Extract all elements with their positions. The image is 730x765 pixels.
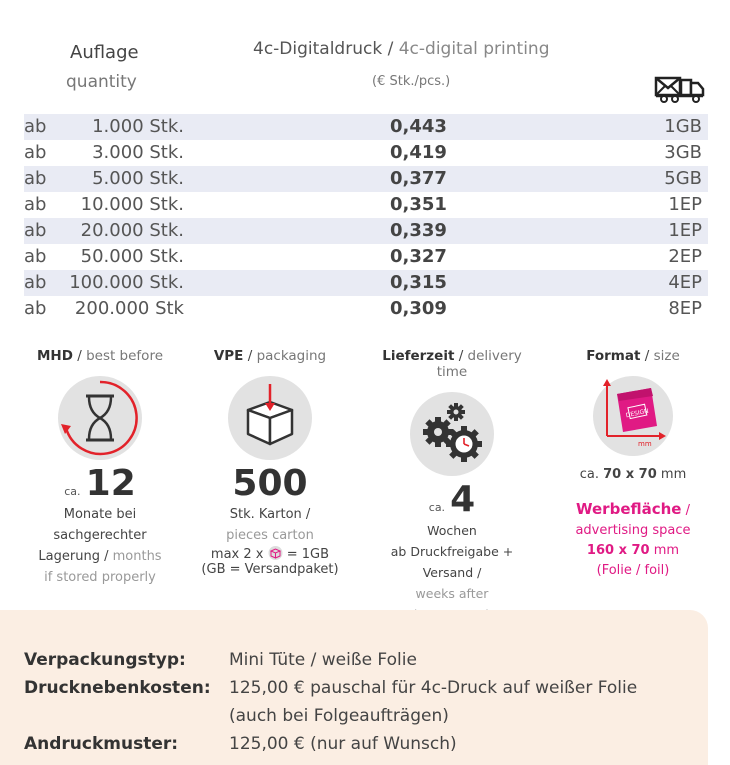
row-shipping: 4EP [668, 272, 702, 293]
row-prefix: ab [24, 220, 47, 241]
verpackung-value: Mini Tüte / weiße Folie [229, 650, 417, 670]
row-prefix: ab [24, 168, 47, 189]
mhd-line2: sachgerechter [53, 528, 147, 543]
row-prefix: ab [24, 116, 47, 137]
lieferzeit-line1: Wochen [427, 523, 477, 538]
lieferzeit-line3: weeks after [415, 586, 489, 601]
row-prefix: ab [24, 272, 47, 293]
row-price: 0,377 [390, 168, 447, 189]
lieferzeit-title-en: delivery time [436, 348, 522, 380]
row-shipping: 3GB [664, 142, 702, 163]
druck-value: 125,00 € pauschal für 4c-Druck auf weißer Folie [229, 678, 638, 698]
format-unit: mm [660, 467, 687, 482]
details-panel [0, 610, 708, 765]
druck-value2: (auch bei Folgeaufträgen) [229, 706, 449, 726]
vpe-title: VPE / packaging [213, 348, 327, 364]
format-icon-unit: mm [638, 440, 652, 448]
row-quantity: 10.000 Stk. [80, 194, 184, 215]
table-row [24, 218, 708, 244]
row-shipping: 5GB [664, 168, 702, 189]
mhd-ca: ca. [64, 485, 81, 498]
format-size-value: 70 x 70 [603, 467, 657, 482]
format-adv-unit: mm [653, 543, 680, 558]
row-price: 0,443 [390, 116, 447, 137]
info-format [558, 348, 708, 581]
vpe-description [195, 504, 345, 577]
row-quantity: 50.000 Stk. [80, 246, 184, 267]
table-row [24, 296, 708, 322]
info-vpe [195, 348, 345, 577]
row-price: 0,351 [390, 194, 447, 215]
verpackung-label: Verpackungstyp: [24, 650, 186, 670]
table-row [24, 244, 708, 270]
format-title-de: Format [586, 348, 641, 364]
vpe-value: 500 [232, 463, 308, 504]
price-column-title [253, 39, 550, 59]
price-title-de: 4c-Digitaldruck [253, 39, 383, 59]
row-shipping: 2EP [668, 246, 702, 267]
row-quantity: 3.000 Stk. [92, 142, 184, 163]
lieferzeit-ca: ca. [428, 501, 446, 514]
table-row [24, 192, 708, 218]
row-price: 0,339 [390, 220, 447, 241]
row-shipping: 1GB [664, 116, 702, 137]
info-lieferzeit [375, 348, 529, 646]
lieferzeit-title-de: Lieferzeit [382, 348, 455, 364]
vpe-line4: (GB = Versandpaket) [201, 562, 339, 577]
andruck-label: Andruckmuster: [24, 734, 179, 754]
row-price: 0,419 [390, 142, 447, 163]
vpe-line3-pre: max 2 x [210, 547, 264, 562]
gears-clock-icon [410, 392, 494, 476]
info-mhd [25, 348, 175, 588]
table-row [24, 270, 708, 296]
box-icon [228, 376, 312, 460]
row-quantity: 20.000 Stk. [80, 220, 184, 241]
row-prefix: ab [24, 246, 47, 267]
row-price: 0,315 [390, 272, 447, 293]
row-shipping: 1EP [668, 220, 702, 241]
title-separator: / [382, 39, 399, 59]
column-header-auflage: Auflage [70, 42, 139, 63]
row-quantity: 1.000 Stk. [92, 116, 184, 137]
andruck-value: 125,00 € (nur auf Wunsch) [229, 734, 457, 754]
row-quantity: 200.000 Stk [74, 298, 184, 319]
table-row [24, 166, 708, 192]
vpe-line3-post: = 1GB [286, 547, 330, 562]
column-header-quantity: quantity [66, 72, 137, 92]
row-quantity: 5.000 Stk. [92, 168, 184, 189]
vpe-title-de: VPE [213, 348, 244, 364]
row-prefix: ab [24, 298, 47, 319]
row-prefix: ab [24, 142, 47, 163]
format-advertising: Werbefläche / advertising space 160 x 70 mm (Folie / foil) [558, 499, 708, 581]
lieferzeit-value: 4 [450, 479, 476, 520]
vpe-line1: Stk. Karton / [229, 507, 311, 522]
format-adv-foil: (Folie / foil) [596, 563, 670, 578]
format-title-en: size [653, 348, 680, 364]
price-title-en: 4c-digital printing [398, 39, 550, 59]
table-row [24, 114, 708, 140]
mhd-title-en: best before [86, 348, 164, 364]
format-adv-de: Werbefläche [576, 500, 682, 518]
row-shipping: 1EP [668, 194, 702, 215]
price-unit: (€ Stk./pcs.) [372, 74, 451, 89]
vpe-line2: pieces carton [226, 528, 314, 543]
format-ca: ca. [579, 467, 599, 482]
lieferzeit-title: Lieferzeit / delivery time [382, 348, 522, 380]
row-prefix: ab [24, 194, 47, 215]
row-quantity: 100.000 Stk. [69, 272, 184, 293]
mhd-line1: Monate bei [63, 507, 137, 522]
mini-box-icon [268, 546, 283, 560]
price-table [24, 114, 708, 322]
lieferzeit-line2: ab Druckfreigabe + Versand / [390, 544, 514, 580]
format-size [558, 464, 708, 485]
mhd-title: MHD / best before [36, 348, 164, 364]
format-bag-icon [593, 376, 673, 456]
format-adv-size: 160 x 70 [586, 543, 650, 558]
mhd-description: Monate bei sachgerechter Lagerung / months if stored properly [25, 504, 175, 588]
mhd-line3-en: months [112, 549, 162, 564]
row-shipping: 8EP [668, 298, 702, 319]
mail-truck-icon [654, 75, 706, 107]
format-title: Format / size [586, 348, 680, 364]
row-price: 0,327 [390, 246, 447, 267]
mhd-line4: if stored properly [44, 570, 156, 585]
table-row [24, 140, 708, 166]
mhd-title-de: MHD [36, 348, 73, 364]
mhd-value: 12 [85, 463, 136, 504]
hourglass-icon [58, 376, 142, 460]
druck-label: Drucknebenkosten: [24, 678, 211, 698]
row-price: 0,309 [390, 298, 447, 319]
mhd-line3-de: Lagerung [38, 549, 100, 564]
format-icon-text: DESIGN [625, 407, 650, 420]
vpe-title-en: packaging [256, 348, 327, 364]
format-adv-en: advertising space [575, 523, 691, 538]
